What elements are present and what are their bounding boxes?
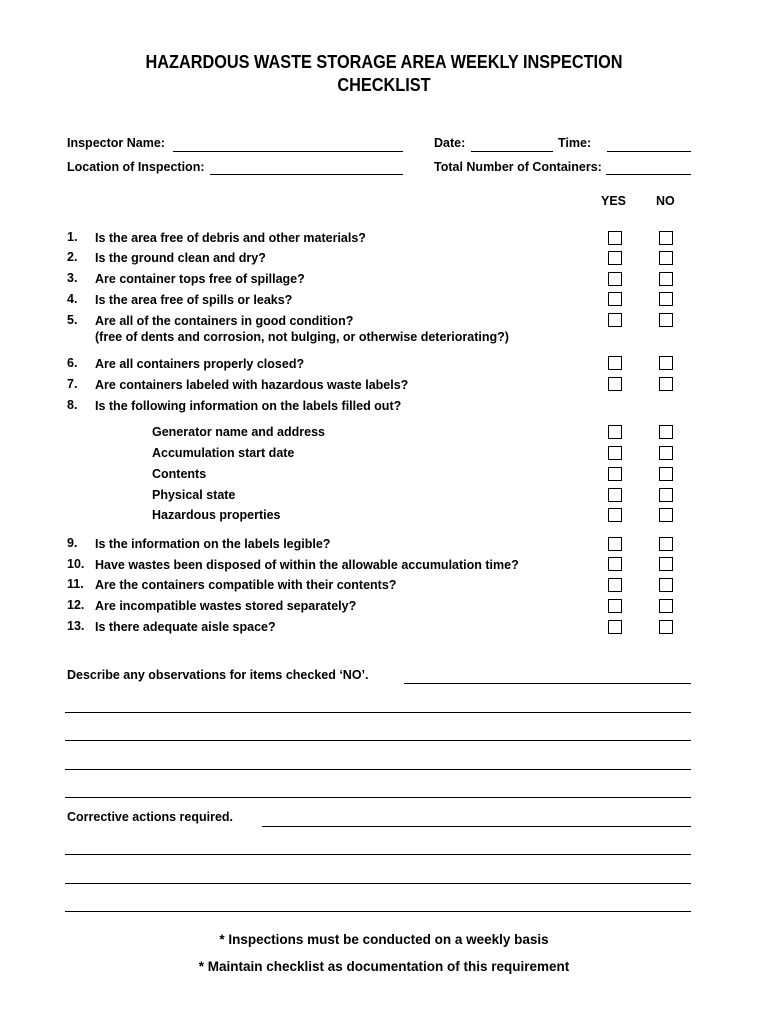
time-field[interactable] xyxy=(607,151,691,152)
question-11-no-checkbox[interactable] xyxy=(659,578,673,592)
question-4-no-checkbox[interactable] xyxy=(659,292,673,306)
question-2-text: Is the ground clean and dry? xyxy=(95,251,266,265)
corrective-actions-line[interactable] xyxy=(65,854,691,855)
inspector-name-label: Inspector Name: xyxy=(67,136,165,150)
label-item-accumulation-date: Accumulation start date xyxy=(152,446,295,460)
inspector-name-field[interactable] xyxy=(173,151,403,152)
label-item-hazardous-properties-no-checkbox[interactable] xyxy=(659,508,673,522)
question-6-text: Are all containers properly closed? xyxy=(95,357,305,371)
question-12-number: 12. xyxy=(67,598,85,612)
question-3-no-checkbox[interactable] xyxy=(659,272,673,286)
label-item-hazardous-properties-yes-checkbox[interactable] xyxy=(608,508,622,522)
question-5-number: 5. xyxy=(67,313,78,327)
question-7-text: Are containers labeled with hazardous waste labels? xyxy=(95,378,409,392)
question-7-number: 7. xyxy=(67,377,78,391)
footnote-documentation: * Maintain checklist as documentation of this requirement xyxy=(198,959,570,974)
observations-line[interactable] xyxy=(65,712,691,713)
question-1-no-checkbox[interactable] xyxy=(659,231,673,245)
question-2-yes-checkbox[interactable] xyxy=(608,251,622,265)
question-12-yes-checkbox[interactable] xyxy=(608,599,622,613)
question-2-no-checkbox[interactable] xyxy=(659,251,673,265)
question-13-yes-checkbox[interactable] xyxy=(608,620,622,634)
question-6-number: 6. xyxy=(67,356,78,370)
label-item-generator-no-checkbox[interactable] xyxy=(659,425,673,439)
question-4-number: 4. xyxy=(67,292,78,306)
question-11-number: 11. xyxy=(67,577,84,591)
question-8-number: 8. xyxy=(67,398,78,412)
label-item-contents: Contents xyxy=(152,467,207,481)
label-item-physical-state: Physical state xyxy=(152,488,236,502)
question-5-text: Are all of the containers in good condition? xyxy=(95,314,354,328)
location-label: Location of Inspection: xyxy=(67,160,205,174)
question-2-number: 2. xyxy=(67,250,78,264)
time-label: Time: xyxy=(558,136,592,150)
question-10-text: Have wastes been disposed of within the allowable accumulation time? xyxy=(95,558,519,572)
question-5-yes-checkbox[interactable] xyxy=(608,313,622,327)
corrective-actions-label: Corrective actions required. xyxy=(67,810,234,824)
question-9-no-checkbox[interactable] xyxy=(659,537,673,551)
question-3-yes-checkbox[interactable] xyxy=(608,272,622,286)
observations-label: Describe any observations for items checked ‘NO’. xyxy=(67,668,369,682)
total-containers-label: Total Number of Containers: xyxy=(434,160,602,174)
label-item-contents-yes-checkbox[interactable] xyxy=(608,467,622,481)
corrective-actions-line[interactable] xyxy=(65,911,691,912)
yes-column-header: YES xyxy=(601,194,627,208)
no-column-header: NO xyxy=(656,194,675,208)
question-9-number: 9. xyxy=(67,536,78,550)
question-11-yes-checkbox[interactable] xyxy=(608,578,622,592)
question-13-text: Is there adequate aisle space? xyxy=(95,620,276,634)
question-3-text: Are container tops free of spillage? xyxy=(95,272,305,286)
page-title xyxy=(46,50,722,96)
question-11-text: Are the containers compatible with their contents? xyxy=(95,578,397,592)
page-title-line-1: HAZARDOUS WASTE STORAGE AREA WEEKLY INSPECTION xyxy=(145,51,623,72)
label-item-contents-no-checkbox[interactable] xyxy=(659,467,673,481)
observations-line[interactable] xyxy=(65,769,691,770)
question-1-number: 1. xyxy=(67,230,78,244)
question-3-number: 3. xyxy=(67,271,78,285)
observations-line[interactable] xyxy=(65,797,691,798)
date-label: Date: xyxy=(434,136,466,150)
question-9-text: Is the information on the labels legible? xyxy=(95,537,331,551)
observations-field[interactable] xyxy=(404,683,691,684)
label-item-physical-state-yes-checkbox[interactable] xyxy=(608,488,622,502)
question-13-no-checkbox[interactable] xyxy=(659,620,673,634)
date-field[interactable] xyxy=(471,151,553,152)
question-10-yes-checkbox[interactable] xyxy=(608,557,622,571)
footnote-weekly: * Inspections must be conducted on a weekly basis xyxy=(219,932,549,947)
question-10-no-checkbox[interactable] xyxy=(659,557,673,571)
question-12-no-checkbox[interactable] xyxy=(659,599,673,613)
label-item-accumulation-date-yes-checkbox[interactable] xyxy=(608,446,622,460)
total-containers-field[interactable] xyxy=(606,174,691,175)
corrective-actions-line[interactable] xyxy=(65,883,691,884)
question-10-number: 10. xyxy=(67,557,85,571)
label-item-hazardous-properties: Hazardous properties xyxy=(152,508,281,522)
question-12-text: Are incompatible wastes stored separately? xyxy=(95,599,357,613)
question-7-yes-checkbox[interactable] xyxy=(608,377,622,391)
label-item-physical-state-no-checkbox[interactable] xyxy=(659,488,673,502)
corrective-actions-field[interactable] xyxy=(262,826,691,827)
label-item-generator-yes-checkbox[interactable] xyxy=(608,425,622,439)
question-1-yes-checkbox[interactable] xyxy=(608,231,622,245)
question-4-text: Is the area free of spills or leaks? xyxy=(95,293,293,307)
question-5-no-checkbox[interactable] xyxy=(659,313,673,327)
label-item-generator: Generator name and address xyxy=(152,425,325,439)
question-4-yes-checkbox[interactable] xyxy=(608,292,622,306)
question-9-yes-checkbox[interactable] xyxy=(608,537,622,551)
question-8-text: Is the following information on the labels filled out? xyxy=(95,399,402,413)
location-field[interactable] xyxy=(210,174,403,175)
question-6-no-checkbox[interactable] xyxy=(659,356,673,370)
question-6-yes-checkbox[interactable] xyxy=(608,356,622,370)
question-1-text: Is the area free of debris and other materials? xyxy=(95,231,366,245)
label-item-accumulation-date-no-checkbox[interactable] xyxy=(659,446,673,460)
question-5-subtext: (free of dents and corrosion, not bulging, or otherwise deteriorating?) xyxy=(95,330,509,344)
question-7-no-checkbox[interactable] xyxy=(659,377,673,391)
page-title-line-2: CHECKLIST xyxy=(337,74,431,95)
observations-line[interactable] xyxy=(65,740,691,741)
question-13-number: 13. xyxy=(67,619,85,633)
